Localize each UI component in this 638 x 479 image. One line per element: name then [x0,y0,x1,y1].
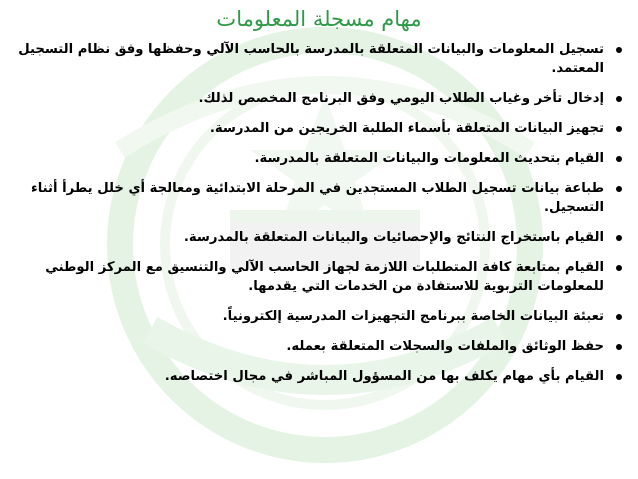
bullet-text: القيام باستخراج النتائج والإحصائيات والبيانات المتعلقة بالمدرسة. [183,230,604,245]
bullet-item [6,89,626,108]
bullet-item [6,307,626,326]
bullet-dot-icon [616,186,622,192]
bullet-text: تسجيل المعلومات والبيانات المتعلقة بالمدرسة بالحاسب الآلي وحفظها وفق نظام التسجيل المعتمد. [18,42,604,76]
bullet-text: تعبئة البيانات الخاصة ببرنامج التجهيزات المدرسية إلكترونياً. [222,309,604,324]
bullet-item [6,258,626,296]
bullet-item [6,179,626,217]
bullet-text: تجهيز البيانات المتعلقة بأسماء الطلبة الخريجين من المدرسة. [209,121,604,136]
bullet-dot-icon [616,374,622,380]
bullet-text: القيام بمتابعة كافة المتطلبات اللازمة لجهاز الحاسب الآلي والتنسيق مع المركز الوطني للمعلومات التربوية للاستفادة من الخدمات التي يقدمها. [45,260,604,294]
bullet-list [6,40,626,397]
bullet-item [6,40,626,78]
bullet-dot-icon [616,344,622,350]
bullet-text: القيام بتحديث المعلومات والبيانات المتعلقة بالمدرسة. [254,151,604,166]
bullet-item [6,337,626,356]
bullet-text: حفظ الوثائق والملفات والسجلات المتعلقة بعمله. [286,339,604,354]
bullet-dot-icon [616,314,622,320]
bullet-dot-icon [616,265,622,271]
bullet-text: طباعة بيانات تسجيل الطلاب المستجدين في المرحلة الابتدائية ومعالجة أي خلل يطرأ أثناء التسجيل. [30,181,604,215]
bullet-item [6,228,626,247]
slide-title: مهام مسجلة المعلومات [216,7,422,31]
bullet-dot-icon [616,47,622,53]
bullet-item [6,119,626,138]
bullet-text: إدخال تأخر وغياب الطلاب اليومي وفق البرنامج المخصص لذلك. [198,91,604,106]
bullet-dot-icon [616,96,622,102]
bullet-dot-icon [616,156,622,162]
bullet-text: القيام بأي مهام يكلف بها من المسؤول المباشر في مجال اختصاصه. [164,369,604,384]
bullet-item [6,367,626,386]
bullet-item [6,149,626,168]
bullet-dot-icon [616,235,622,241]
bullet-dot-icon [616,126,622,132]
